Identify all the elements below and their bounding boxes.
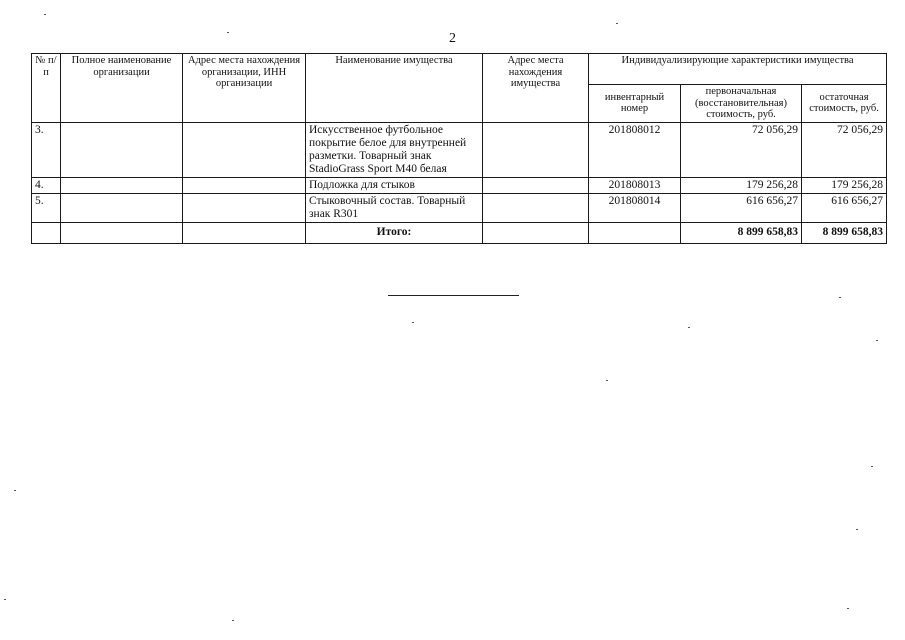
row-inventory-number: 201808012 <box>589 122 681 177</box>
row-property-address <box>483 193 589 222</box>
header-org-address: Адрес места нахождения организации, ИНН организации <box>183 54 306 123</box>
header-initial-cost: первоначальная (восстановительная) стоимость, руб. <box>681 85 802 123</box>
table-row <box>32 122 887 177</box>
row-property-name: Подложка для стыков <box>306 177 483 193</box>
table-row <box>32 177 887 193</box>
scan-speck <box>876 340 878 341</box>
row-org-name <box>61 122 183 177</box>
header-residual-cost: остаточная стоимость, руб. <box>802 85 887 123</box>
scan-speck <box>856 529 858 530</box>
scan-speck <box>847 608 849 609</box>
row-property-address <box>483 122 589 177</box>
table-row <box>32 193 887 222</box>
row-org-name <box>61 193 183 222</box>
table-body <box>32 122 887 243</box>
row-num: 3. <box>32 122 61 177</box>
header-org-name: Полное наименование организации <box>61 54 183 123</box>
row-num: 5. <box>32 193 61 222</box>
scan-speck <box>616 23 618 24</box>
total-empty-cell <box>61 222 183 243</box>
row-property-name: Искусственное футбольное покрытие белое для внутренней разметки. Товарный знак StadioGrass Sport M40 белая <box>306 122 483 177</box>
header-property-name: Наименование имущества <box>306 54 483 123</box>
total-empty-cell <box>483 222 589 243</box>
scan-speck <box>44 14 46 15</box>
header-num: № п/п <box>32 54 61 123</box>
row-residual-cost: 179 256,28 <box>802 177 887 193</box>
row-property-name: Стыковочный состав. Товарный знак R301 <box>306 193 483 222</box>
row-initial-cost: 616 656,27 <box>681 193 802 222</box>
row-property-address <box>483 177 589 193</box>
scan-speck <box>14 490 16 491</box>
row-inventory-number: 201808014 <box>589 193 681 222</box>
header-inventory-number: инвентарный номер <box>589 85 681 123</box>
total-residual-cost: 8 899 658,83 <box>802 222 887 243</box>
total-row <box>32 222 887 243</box>
total-initial-cost: 8 899 658,83 <box>681 222 802 243</box>
total-empty-cell <box>32 222 61 243</box>
row-org-address <box>183 122 306 177</box>
scan-speck <box>839 297 841 298</box>
scan-speck <box>412 322 414 323</box>
property-table <box>31 53 887 244</box>
row-inventory-number: 201808013 <box>589 177 681 193</box>
header-property-address: Адрес места нахождения имущества <box>483 54 589 123</box>
page-number: 2 <box>449 31 456 46</box>
header-characteristics-group: Индивидуализирующие характеристики имущества <box>589 54 887 85</box>
total-empty-cell <box>589 222 681 243</box>
row-initial-cost: 72 056,29 <box>681 122 802 177</box>
scan-speck <box>606 380 608 381</box>
row-org-name <box>61 177 183 193</box>
scan-speck <box>227 32 229 33</box>
row-residual-cost: 616 656,27 <box>802 193 887 222</box>
row-num: 4. <box>32 177 61 193</box>
row-residual-cost: 72 056,29 <box>802 122 887 177</box>
scan-speck <box>871 466 873 467</box>
row-initial-cost: 179 256,28 <box>681 177 802 193</box>
row-org-address <box>183 177 306 193</box>
total-label: Итого: <box>306 222 483 243</box>
footer-divider <box>388 295 519 296</box>
scan-speck <box>4 599 6 600</box>
scan-speck <box>688 327 690 328</box>
total-empty-cell <box>183 222 306 243</box>
scan-speck <box>232 620 234 621</box>
row-org-address <box>183 193 306 222</box>
